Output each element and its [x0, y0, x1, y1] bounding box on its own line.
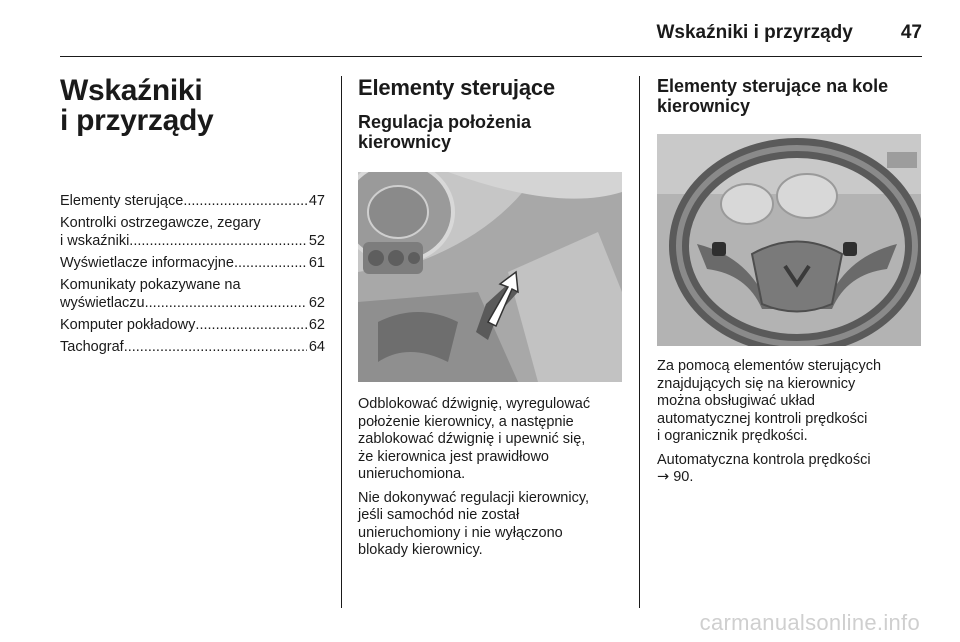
steering-wheel-illustration [657, 134, 921, 346]
paragraph-line: że kierownica jest prawidłowo [358, 448, 549, 465]
steering-column-adjust-figure [358, 172, 622, 382]
paragraph-warning [358, 490, 623, 560]
column-divider-2 [639, 76, 640, 608]
toc-entry-text: Komputer pokładowy [60, 317, 196, 333]
toc-entry-text: i wskaźniki [60, 233, 130, 249]
paragraph-wheel-controls [657, 358, 922, 446]
paragraph-line: blokady kierownicy. [358, 542, 483, 558]
section-heading-wheel [657, 76, 922, 116]
paragraph-line: położenie kierownicy, a następnie [358, 413, 574, 430]
toc-entry-page: 47 [308, 193, 325, 209]
toc-entry-text: Wyświetlacze informacyjne [60, 255, 234, 271]
toc-entry[interactable] [60, 192, 325, 210]
toc-entry-page: 62 [308, 317, 325, 333]
column-controls [358, 76, 623, 566]
toc-entry-page: 62 [308, 295, 325, 311]
column-wheel-controls [657, 76, 922, 493]
column-toc [60, 76, 325, 360]
paragraph-line: Automatyczna kontrola prędkości [657, 451, 871, 468]
running-head-title: Wskaźniki i przyrządy [656, 22, 853, 43]
paragraph-line: Nie dokonywać regulacji kierownicy, [358, 489, 590, 506]
paragraph-cruise-control-reference [657, 452, 922, 487]
toc-entry[interactable] [60, 338, 325, 356]
paragraph-line: znajdujących się na kierownicy [657, 375, 856, 392]
chapter-title-line1: Wskaźniki [60, 74, 203, 107]
paragraph-line: zablokować dźwignię i upewnić się, [358, 431, 586, 447]
paragraph-line: unieruchomiona. [358, 466, 466, 482]
paragraph-line: automatycznej kontroli prędkości [657, 410, 868, 427]
column-divider-1 [341, 76, 342, 608]
paragraph-line: jeśli samochód nie został [358, 507, 520, 523]
table-of-contents [60, 192, 325, 356]
toc-entry-page: 52 [308, 233, 325, 249]
paragraph-line: Odblokować dźwignię, wyregulować [358, 396, 591, 412]
toc-entry-page: 64 [308, 339, 325, 355]
section-heading: Elementy sterujące [358, 75, 555, 100]
toc-entry-text-line1: Komunikaty pokazywane na [60, 277, 241, 293]
heading-line1: Elementy sterujące na kole [657, 76, 889, 96]
toc-entry[interactable] [60, 316, 325, 334]
paragraph-line: i ogranicznik prędkości. [657, 428, 808, 444]
reference-page: 90. [673, 469, 694, 485]
paragraph-line: można obsługiwać układ [657, 393, 815, 409]
running-head [656, 22, 922, 44]
toc-entry[interactable] [60, 254, 325, 272]
toc-entry-text: Elementy sterujące [60, 193, 184, 209]
subsection-heading-line1: Regulacja położenia [358, 112, 532, 132]
cross-reference-link[interactable] [657, 469, 693, 485]
steering-lever-illustration [358, 172, 622, 382]
toc-entry[interactable] [60, 276, 325, 312]
toc-entry[interactable] [60, 214, 325, 250]
paragraph-line: unieruchomiony i nie wyłączono [358, 524, 563, 541]
toc-entry-text-line1: Kontrolki ostrzegawcze, zegary [60, 215, 261, 231]
header-rule [60, 56, 922, 57]
subsection-heading [358, 112, 623, 152]
page-number: 47 [900, 22, 922, 43]
paragraph-line: Za pomocą elementów sterujących [657, 358, 882, 374]
subsection-heading-line2: kierownicy [358, 132, 452, 152]
heading-line2: kierownicy [657, 96, 751, 116]
arrow-reference-icon: → [657, 469, 670, 485]
toc-entry-text: wyświetlaczu [60, 295, 145, 311]
steering-wheel-figure [657, 134, 921, 346]
chapter-title-line2: i przyrządy [60, 104, 214, 137]
watermark: carmanualsonline.info [699, 610, 920, 635]
toc-entry-page: 61 [308, 255, 325, 271]
paragraph-adjust-instructions [358, 396, 623, 484]
chapter-title [60, 76, 325, 136]
toc-entry-text: Tachograf [60, 339, 124, 355]
